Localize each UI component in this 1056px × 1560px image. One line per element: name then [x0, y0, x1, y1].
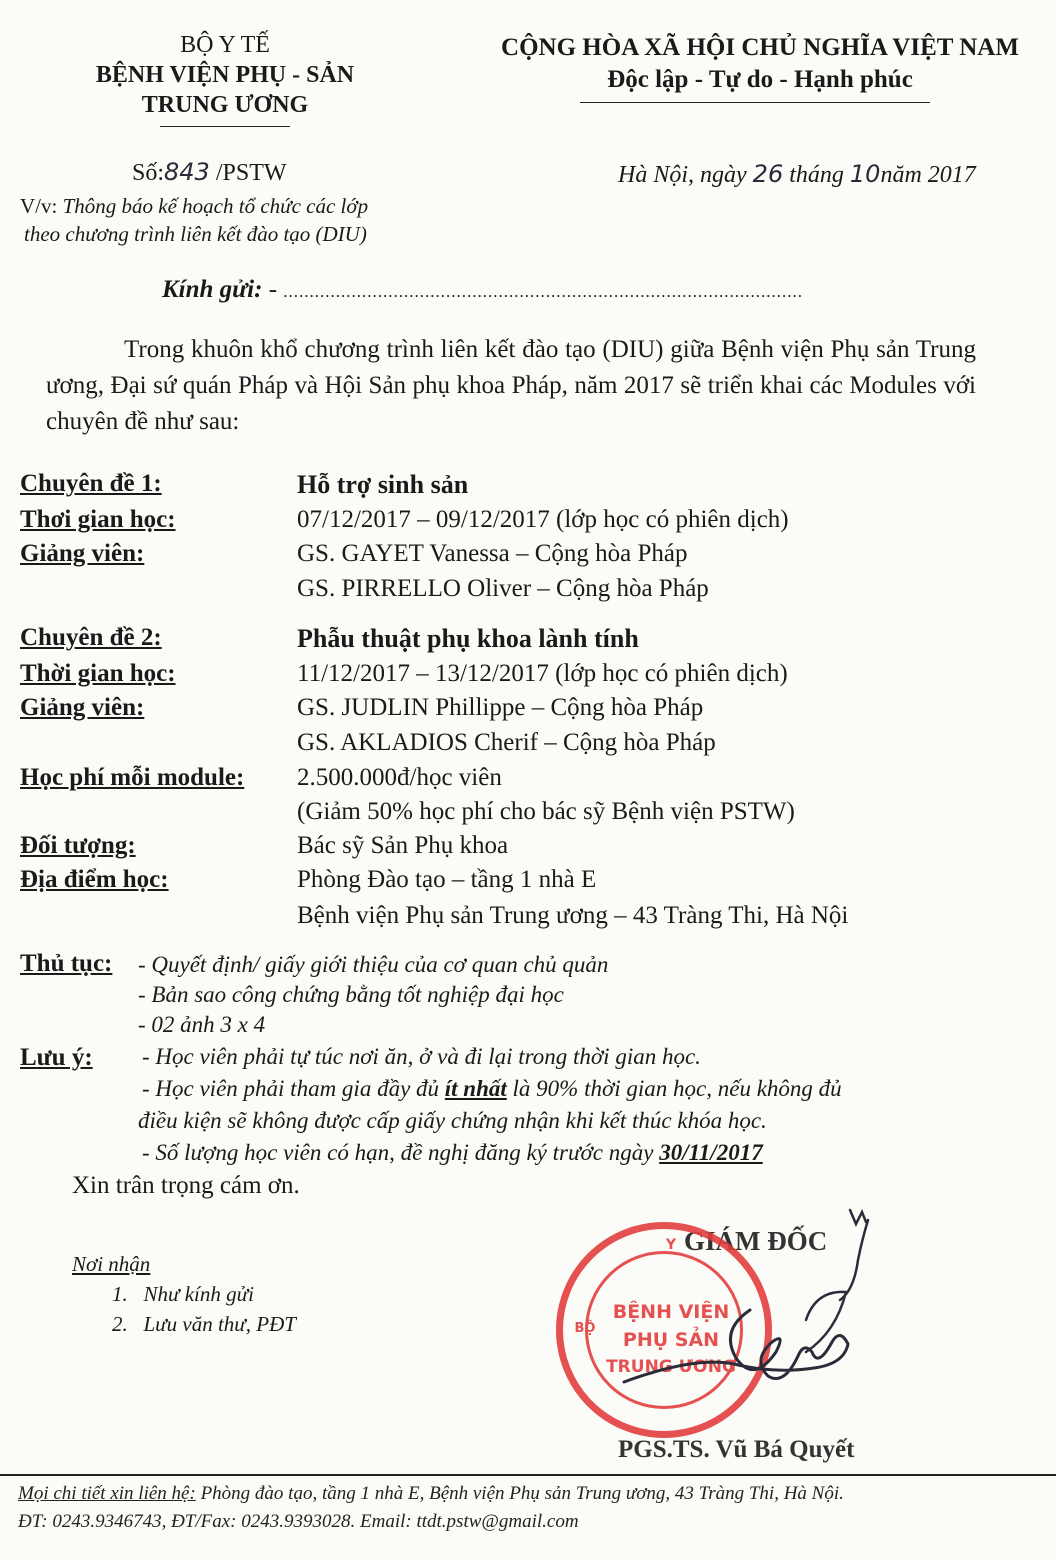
module1-topic-label: Chuyên đề 1:: [20, 470, 162, 497]
recipient-label: Kính gửi:: [162, 276, 263, 303]
module1-lecturer1: GS. GAYET Vanessa – Cộng hòa Pháp: [297, 540, 688, 567]
recipient-dots: ...................................................................................................: [283, 282, 804, 301]
intro-paragraph: Trong khuôn khổ chương trình liên kết đào tạo (DIU) giữa Bệnh viện Phụ sản Trung ương, Đại sứ quán Pháp và Hội Sản phụ khoa Pháp, năm 2017 sẽ triển khai các Modules với chuyên đề như sau:: [46, 336, 976, 435]
module1-lecturer-label: Giảng viên:: [20, 540, 145, 567]
audience-label: Đối tượng:: [20, 832, 136, 859]
stamp-ring-top: Y: [665, 1237, 677, 1253]
module2-time-label: Thời gian học:: [20, 660, 176, 687]
stamp-line2: PHỤ SẢN: [622, 1329, 720, 1351]
note-item-2-post: là 90% thời gian học, nếu không đủ: [506, 1076, 842, 1101]
note-item-2: [142, 1076, 842, 1102]
note-item-2-emphasis: ít nhất: [444, 1076, 507, 1101]
recipients-title: Nơi nhận: [72, 1252, 151, 1276]
date-month-label: tháng: [783, 162, 850, 188]
procedure-item: - Bản sao công chứng bằng tốt nghiệp đại học: [138, 982, 564, 1007]
module2-time: 11/12/2017 – 13/12/2017 (lớp học có phiên dịch): [297, 660, 788, 687]
handwritten-signature: [600, 1200, 880, 1420]
date-prefix: Hà Nội, ngày: [618, 162, 753, 188]
issuer-block: [40, 30, 410, 120]
motto: Độc lập - Tự do - Hạnh phúc: [607, 66, 913, 93]
ministry-name: BỘ Y TẾ: [180, 32, 270, 58]
footer-phone-email: ĐT: 0243.9346743, ĐT/Fax: 0243.9393028. Email: ttdt.pstw@gmail.com: [18, 1511, 579, 1532]
number-suffix: /PSTW: [209, 160, 287, 186]
notes-label: Lưu ý:: [20, 1044, 93, 1071]
hospital-name-line1: BỆNH VIỆN PHỤ - SẢN: [95, 62, 355, 88]
fee-note: (Giảm 50% học phí cho bác sỹ Bệnh viện PSTW): [297, 798, 795, 825]
date-day: 26: [752, 160, 784, 188]
date-line: [618, 160, 976, 189]
date-year: năm 2017: [880, 162, 976, 188]
recipient-dash: -: [262, 276, 284, 303]
stamp-line1: BỆNH VIỆN: [612, 1301, 730, 1323]
motto-underline: [580, 102, 930, 103]
module1-time: 07/12/2017 – 09/12/2017 (lớp học có phiên dịch): [297, 506, 789, 533]
note-item-1: - Học viên phải tự túc nơi ăn, ở và đi lại trong thời gian học.: [142, 1044, 701, 1069]
recipients-item: 2. Lưu văn thư, PĐT: [112, 1312, 296, 1336]
number-prefix: Số:: [132, 160, 165, 186]
footer-rule: [0, 1474, 1056, 1476]
issuer-underline: [160, 126, 290, 127]
note-item-3-pre: - Số lượng học viên có hạn, đề nghị đăng ký trước ngày: [142, 1140, 660, 1165]
subject-block: [20, 192, 368, 248]
national-header: [470, 32, 1050, 96]
subject-prefix: V/v:: [20, 194, 63, 218]
footer-contact-label: Mọi chi tiết xin liên hệ:: [18, 1483, 196, 1504]
location-label: Địa điểm học:: [20, 866, 169, 893]
stamp-line3: TRUNG ƯƠNG: [606, 1357, 736, 1377]
document-number: [132, 158, 287, 187]
signer-name: PGS.TS. Vũ Bá Quyết: [618, 1436, 855, 1463]
fee-value: 2.500.000đ/học viên: [297, 764, 502, 791]
note-item-2-line2: điều kiện sẽ không được cấp giấy chứng nhận khi kết thúc khóa học.: [138, 1108, 767, 1133]
module1-time-label: Thơi gian học:: [20, 506, 176, 533]
location-line2: Bệnh viện Phụ sản Trung ương – 43 Tràng Thi, Hà Nội: [297, 902, 849, 929]
procedure-item: - Quyết định/ giấy giới thiệu của cơ quan chủ quản: [138, 952, 609, 977]
hospital-name-line2: TRUNG ƯƠNG: [141, 92, 309, 118]
location-line1: Phòng Đào tạo – tầng 1 nhà E: [297, 866, 597, 893]
module2-lecturer1: GS. JUDLIN Phillippe – Cộng hòa Pháp: [297, 694, 704, 721]
recipients-item: 1. Như kính gửi: [112, 1282, 254, 1306]
module2-topic-label: Chuyên đề 2:: [20, 624, 162, 651]
module2-lecturer2: GS. AKLADIOS Cherif – Cộng hòa Pháp: [297, 729, 716, 756]
thanks-line: Xin trân trọng cám ơn.: [72, 1172, 300, 1199]
country-name: CỘNG HÒA XÃ HỘI CHỦ NGHĨA VIỆT NAM: [501, 34, 1019, 61]
module2-topic: Phẫu thuật phụ khoa lành tính: [297, 624, 639, 653]
module1-lecturer2: GS. PIRRELLO Oliver – Cộng hòa Pháp: [297, 575, 709, 602]
date-month: 10: [849, 160, 881, 188]
subject-line1: Thông báo kế hoạch tổ chức các lớp: [62, 194, 369, 218]
signer-title: GIÁM ĐỐC: [684, 1226, 828, 1256]
note-item-2-pre: - Học viên phải tham gia đầy đủ: [142, 1076, 445, 1101]
footer: [18, 1480, 1048, 1536]
note-item-3: [142, 1140, 763, 1166]
stamp-ring-left: BỘ: [574, 1321, 596, 1336]
module1-topic: Hỗ trợ sinh sản: [297, 470, 469, 499]
recipient-line: [162, 276, 803, 304]
module2-lecturer-label: Giảng viên:: [20, 694, 145, 721]
procedure-label: Thủ tục:: [20, 950, 113, 977]
footer-contact-text: Phòng đào tạo, tầng 1 nhà E, Bệnh viện Phụ sản Trung ương, 43 Tràng Thi, Hà Nội.: [195, 1483, 844, 1504]
registration-deadline: 30/11/2017: [659, 1140, 763, 1165]
number-handwritten: 843: [164, 158, 210, 186]
fee-label: Học phí mỗi module:: [20, 764, 245, 791]
procedure-item: - 02 ảnh 3 x 4: [138, 1012, 266, 1037]
audience-value: Bác sỹ Sản Phụ khoa: [297, 832, 509, 859]
subject-line2: theo chương trình liên kết đào tạo (DIU): [24, 222, 367, 246]
